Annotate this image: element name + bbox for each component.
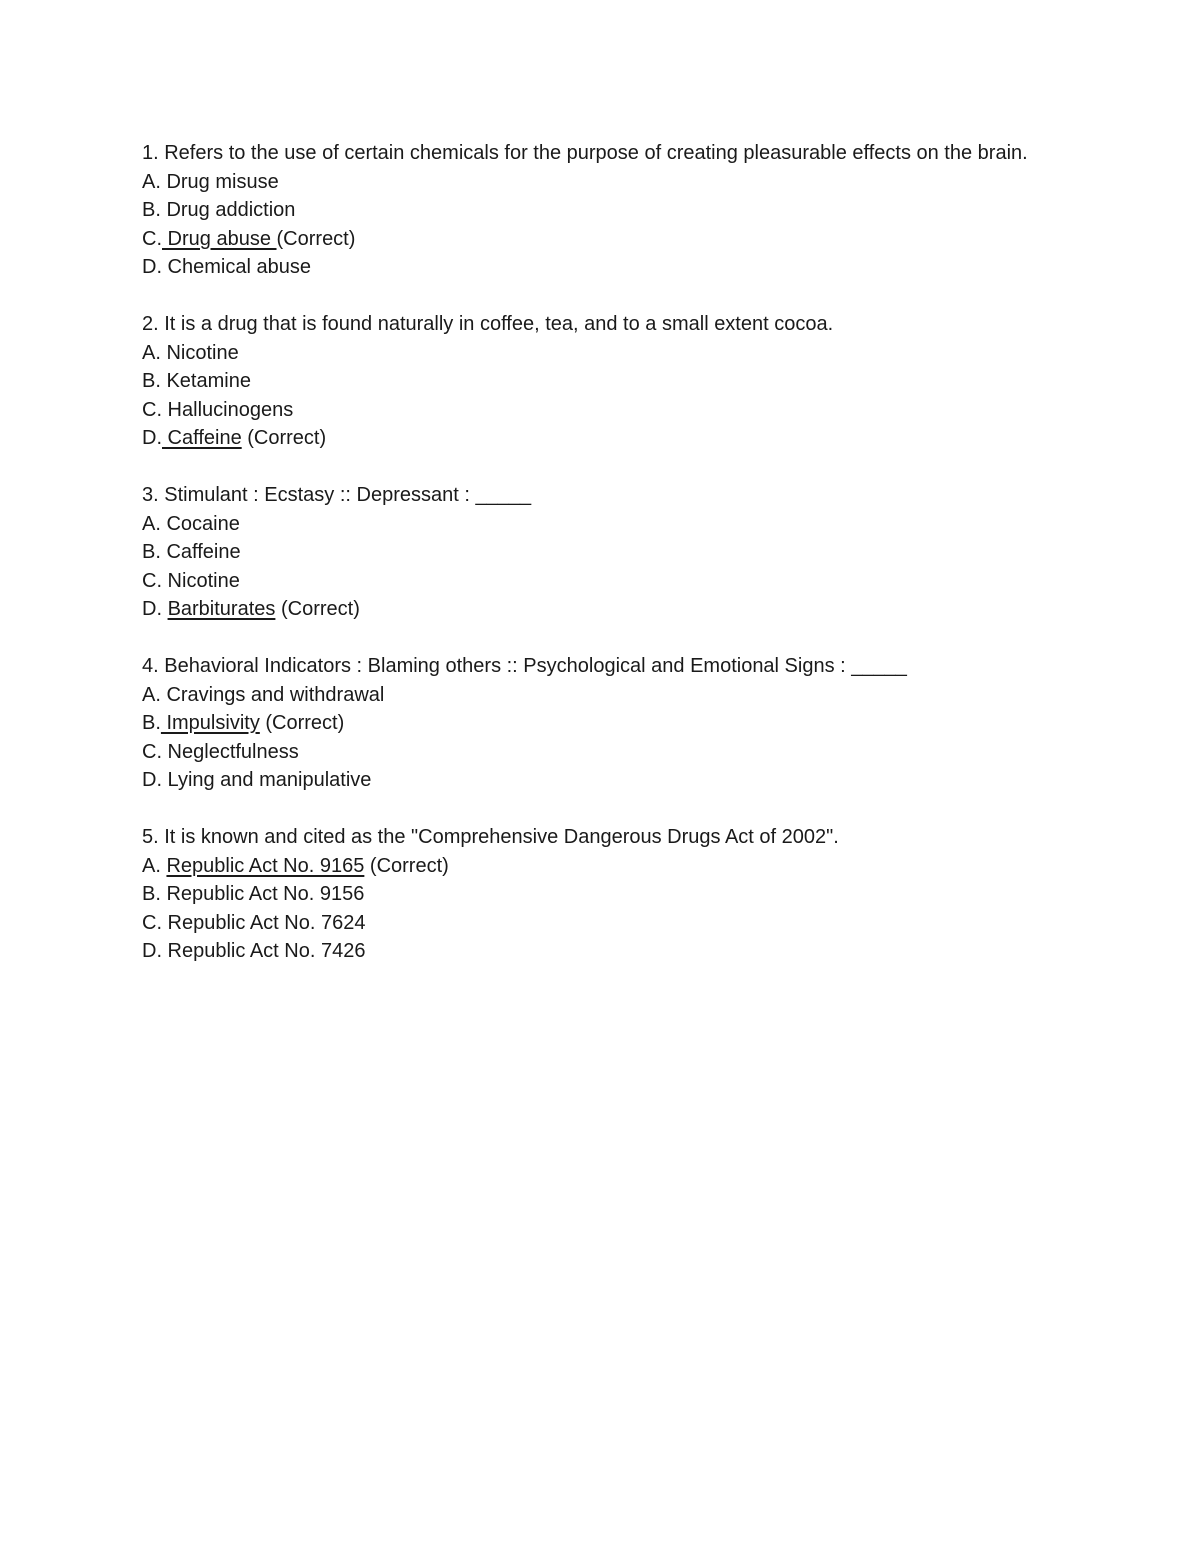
quiz-content <box>142 139 1062 994</box>
option-prefix: C. <box>142 227 162 250</box>
option-d-correct <box>142 424 1062 453</box>
question-stem: 1. Refers to the use of certain chemicals for the purpose of creating pleasurable effects on the brain. <box>142 142 1028 164</box>
option-b: B. Drug addiction <box>142 199 296 221</box>
option-d: D. Chemical abuse <box>142 256 311 278</box>
correct-answer: Impulsivity <box>160 712 260 734</box>
correct-marker: (Correct) <box>276 227 356 250</box>
correct-answer: Barbiturates <box>167 598 276 620</box>
option-d: D. Lying and manipulative <box>142 769 372 791</box>
option-c: C. Nicotine <box>142 569 240 592</box>
option-b: B. Republic Act No. 9156 <box>142 883 365 905</box>
option-a: A. Nicotine <box>142 341 239 364</box>
option-c-correct <box>142 225 1062 254</box>
option-a-correct <box>142 852 1062 881</box>
correct-marker: (Correct) <box>275 598 360 620</box>
option-a: A. Cocaine <box>142 512 240 535</box>
option-c: C. Neglectfulness <box>142 740 299 763</box>
option-d: D. Republic Act No. 7426 <box>142 940 366 962</box>
question-4 <box>142 652 1062 795</box>
option-prefix: A. <box>142 854 167 877</box>
correct-answer: Drug abuse <box>162 227 277 250</box>
option-a: A. Cravings and withdrawal <box>142 683 385 706</box>
correct-marker: (Correct) <box>259 712 345 734</box>
question-stem: 5. It is known and cited as the "Comprehensive Dangerous Drugs Act of 2002". <box>142 826 839 848</box>
option-d-correct <box>142 595 1062 624</box>
option-b-correct <box>142 709 1062 738</box>
option-prefix: D. <box>142 427 162 449</box>
option-b: B. Ketamine <box>142 370 251 392</box>
question-stem: 3. Stimulant : Ecstasy :: Depressant : _____ <box>142 484 532 506</box>
correct-marker: (Correct) <box>241 427 327 449</box>
correct-answer: Caffeine <box>162 427 242 449</box>
option-a: A. Drug misuse <box>142 170 279 193</box>
option-c: C. Republic Act No. 7624 <box>142 911 366 934</box>
question-stem: 2. It is a drug that is found naturally in coffee, tea, and to a small extent cocoa. <box>142 313 834 335</box>
option-prefix: B. <box>142 712 161 734</box>
correct-marker: (Correct) <box>364 854 449 877</box>
option-b: B. Caffeine <box>142 541 241 563</box>
option-c: C. Hallucinogens <box>142 398 294 421</box>
correct-answer: Republic Act No. 9165 <box>166 854 365 877</box>
question-5 <box>142 823 1062 966</box>
question-stem: 4. Behavioral Indicators : Blaming others :: Psychological and Emotional Signs : _____ <box>142 655 907 677</box>
option-prefix: D. <box>142 598 168 620</box>
question-1 <box>142 139 1062 282</box>
question-3 <box>142 481 1062 624</box>
question-2 <box>142 310 1062 453</box>
